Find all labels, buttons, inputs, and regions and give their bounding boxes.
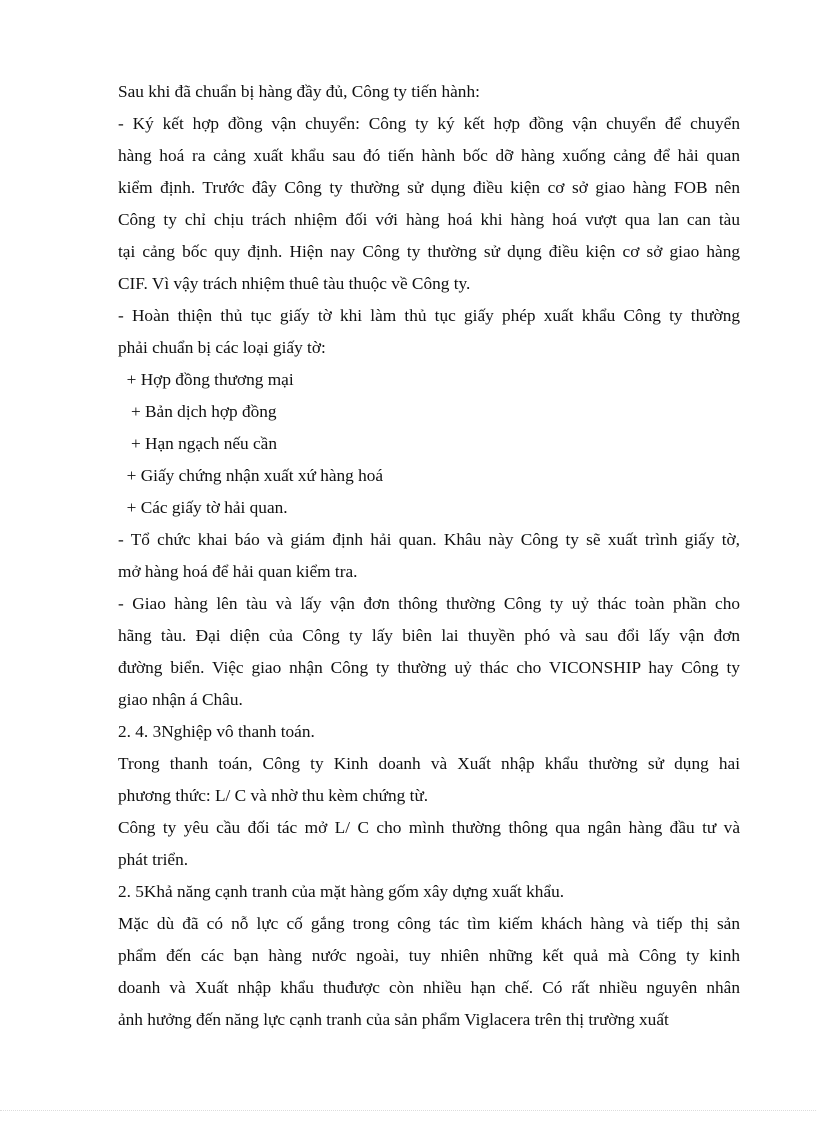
section-heading: 2. 4. 3Nghiệp vô thanh toán. <box>118 722 315 741</box>
text-line: - Hoàn thiện thủ tục giấy tờ khi làm thủ tục giấy phép xuất khẩu Công ty thường <box>118 306 740 325</box>
page-bottom-divider <box>0 1110 816 1111</box>
text-line: Công ty yêu cầu đối tác mở L/ C cho mình thường thông qua ngân hàng đầu tư và <box>118 818 740 837</box>
section-heading: 2. 5Khả năng cạnh tranh của mặt hàng gốm xây dựng xuất khẩu. <box>118 882 565 901</box>
text-line: hãng tàu. Đại diện của Công ty lấy biên lai thuyền phó và sau đổi lấy vận đơn <box>118 626 740 645</box>
list-item: + Hợp đồng thương mại <box>118 370 294 389</box>
text-line: CIF. Vì vậy trách nhiệm thuê tàu thuộc về Công ty. <box>118 274 471 293</box>
text-line: đường biển. Việc giao nhận Công ty thường uỷ thác cho VICONSHIP hay Công ty <box>118 658 740 677</box>
list-item: + Giấy chứng nhận xuất xứ hàng hoá <box>118 466 384 485</box>
text-line: phải chuẩn bị các loại giấy tờ: <box>118 338 326 357</box>
text-line: hàng hoá ra cảng xuất khẩu sau đó tiến hành bốc dỡ hàng xuống cảng để hải quan <box>118 146 740 165</box>
list-item: + Bản dịch hợp đồng <box>118 402 277 421</box>
text-line: doanh và Xuất nhập khẩu thuđược còn nhiều hạn chế. Có rất nhiều nguyên nhân <box>118 978 740 997</box>
text-line: - Giao hàng lên tàu và lấy vận đơn thông thường Công ty uỷ thác toàn phần cho <box>118 594 740 613</box>
text-line: tại cảng bốc quy định. Hiện nay Công ty thường sử dụng điều kiện cơ sở giao hàng <box>118 242 740 261</box>
text-line: kiểm định. Trước đây Công ty thường sử dụng điều kiện cơ sở giao hàng FOB nên <box>118 178 740 197</box>
list-item: + Hạn ngạch nếu cần <box>118 434 277 453</box>
text-line: - Tổ chức khai báo và giám định hải quan. Khâu này Công ty sẽ xuất trình giấy tờ, <box>118 530 740 549</box>
text-line: Mặc dù đã có nỗ lực cố gắng trong công tác tìm kiếm khách hàng và tiếp thị sản <box>118 914 740 933</box>
text-line: mở hàng hoá để hải quan kiểm tra. <box>118 562 358 581</box>
text-line: Công ty chỉ chịu trách nhiệm đối với hàng hoá khi hàng hoá vượt qua lan can tàu <box>118 210 740 229</box>
text-line: - Ký kết hợp đồng vận chuyển: Công ty ký kết hợp đồng vận chuyển để chuyển <box>118 114 740 133</box>
text-line: phương thức: L/ C và nhờ thu kèm chứng từ. <box>118 786 429 805</box>
text-line: giao nhận á Châu. <box>118 690 243 709</box>
text-line: ảnh hưởng đến năng lực cạnh tranh của sản phẩm Viglacera trên thị trường xuất <box>118 1010 669 1029</box>
text-line: phát triển. <box>118 850 189 869</box>
text-line: Trong thanh toán, Công ty Kinh doanh và Xuất nhập khẩu thường sử dụng hai <box>118 754 740 773</box>
text-line: Sau khi đã chuẩn bị hàng đầy đủ, Công ty tiến hành: <box>118 82 480 101</box>
text-line: phẩm đến các bạn hàng nước ngoài, tuy nhiên những kết quả mà Công ty kinh <box>118 946 740 965</box>
list-item: + Các giấy tờ hải quan. <box>118 498 288 517</box>
